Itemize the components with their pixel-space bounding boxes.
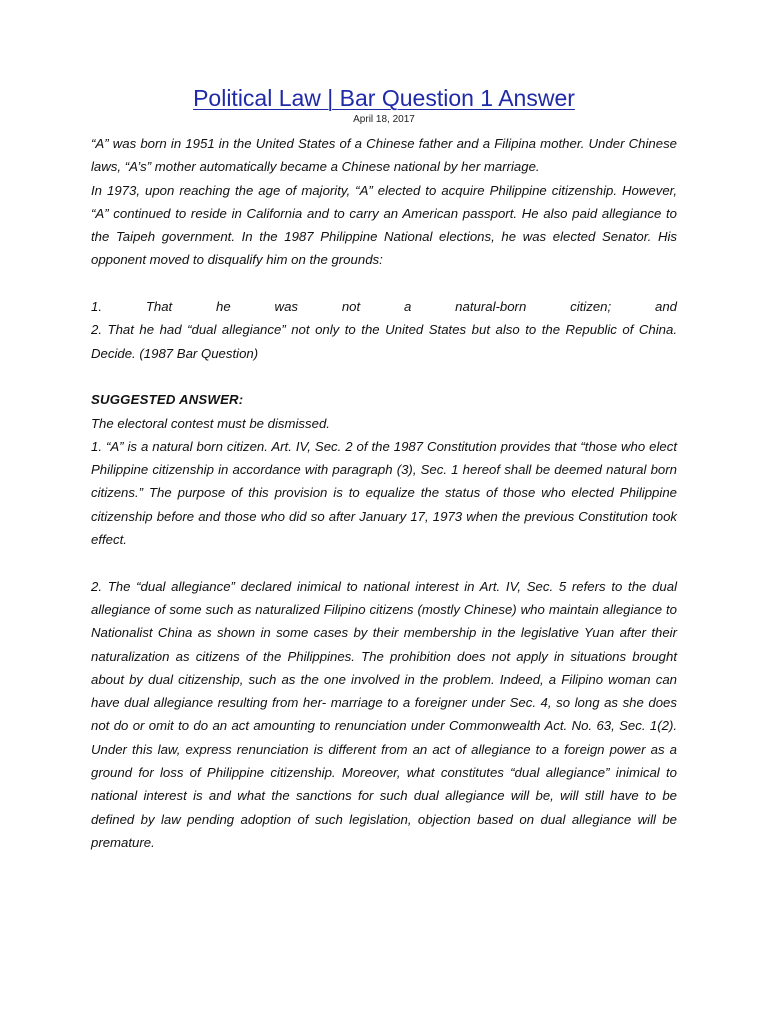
- document-page: [91, 82, 677, 854]
- answer-intro: The electoral contest must be dismissed.: [91, 415, 330, 431]
- question-paragraph-2: In 1973, upon reaching the age of majority, “A” elected to acquire Philippine citizenship. However, “A” continued to reside in California and to carry an American passport. He also paid allegiance to the Taipeh government. In the 1987 Philippine National elections, he was elected Senator. His opponent moved to disqualify him on the grounds:: [91, 182, 677, 268]
- spacer: [91, 551, 677, 574]
- suggested-answer-heading: SUGGESTED ANSWER:: [91, 392, 244, 408]
- document-body: [91, 132, 677, 854]
- question-item-2: 2. That he had “dual allegiance” not only to the United States but also to the Republic of China. Decide. (1987 Bar Question): [91, 322, 677, 361]
- answer-point-2: 2. The “dual allegiance” declared inimical to national interest in Art. IV, Sec. 5 refers to the dual allegiance of some such as naturalized Filipino citizens (mostly Chinese) who maintain allegiance to Nationalist China as shown in some cases by their membership in the legislative Yuan after their naturalization as citizens of the Philippines. The prohibition does not apply in situations brought about by dual citizenship, such as the one involved in the problem. Indeed, a Filipino woman can have dual allegiance resulting from her- marriage to a foreigner under Sec. 4, so long as she does not do or omit to do an act amounting to renunciation under Commonwealth Act. No. 63, Sec. 1(2). Under this law, express renunciation is different from an act of allegiance to a foreign power as a ground for loss of Philippine citizenship. Moreover, what constitutes “dual allegiance” inimical to national interest is and what the sanctions for such dual allegiance will be, will still have to be defined by law pending adoption of such legislation, objection based on dual allegiance will be premature.: [91, 578, 677, 850]
- page-title[interactable]: Political Law | Bar Question 1 Answer: [193, 85, 575, 111]
- post-date: April 18, 2017: [353, 114, 415, 125]
- spacer: [91, 272, 677, 295]
- spacer: [91, 365, 677, 388]
- question-item-1: 1. That he was not a natural-born citizen; and: [91, 299, 677, 315]
- question-paragraph-1: “A” was born in 1951 in the United States of a Chinese father and a Filipina mother. Under Chinese laws, “A’s” mother automatically became a Chinese national by her marriage.: [91, 136, 677, 175]
- answer-point-1: 1. “A” is a natural born citizen. Art. IV, Sec. 2 of the 1987 Constitution provides that “those who elect Philippine citizenship in accordance with paragraph (3), Sec. 1 hereof shall be deemed natural born citizens.” The purpose of this provision is to equalize the status of those who elected Philippine citizenship before and those who did so after January 17, 1973 when the previous Constitution took effect.: [91, 438, 677, 548]
